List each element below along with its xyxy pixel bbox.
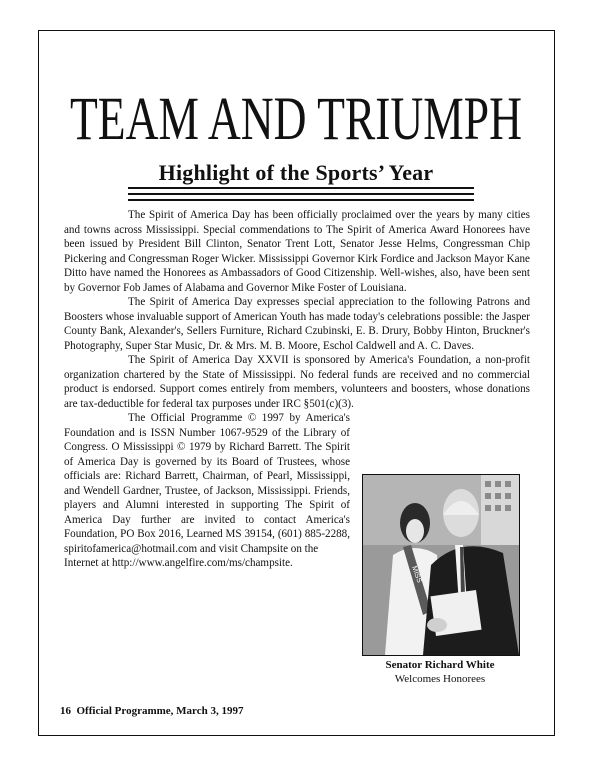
paragraph-internet: Internet at http://www.angelfire.com/ms/champsite.: [64, 557, 293, 569]
photo-senator-white: [362, 474, 520, 656]
paragraph-patrons: The Spirit of America Day expresses special appreciation to the following Patrons and Boosters whose invaluable support of American Youth has made today's celebrations possible: the Jasper County Bank, Alexander's, Sellers Furniture, Richard Czubinski, E. B. Drury, Bobby Hinton, Bruckner's Photography, Super Star Music, Dr. & Mrs. M. B. Moore, Eschol Caldwell and A. C. Daves.: [64, 296, 530, 352]
page-title: [60, 72, 532, 152]
title-text: TEAM AND TRIUMPH: [70, 84, 522, 153]
decorative-rules: [128, 185, 474, 203]
subtitle: Highlight of the Sports’ Year: [158, 160, 434, 185]
sash-text: MISS: [410, 565, 423, 584]
paragraph-programme-info: The Official Programme © 1997 by America's Foundation and is ISSN Number 1067-9529 of the Library of Congress. O Mississippi © 1979 by Richard Barrett. The Spirit of America Day is governed by its Board of Trustees, whose officials are: Richard Barrett, Chairman, of Pearl, Mississippi, and Wendell Gardner, Trustee, of Jackson, Mississippi. Friends, players and Alumni interested in supporting The Spirit of America Day further are invited to contact America's Foundation, PO Box 2016, Learned MS 39154, (601) 885-2288, spiritofamerica@hotmail.com and visit Champsite on the: [64, 412, 350, 555]
page-footer: 16 Official Programme, March 3, 1997: [60, 705, 244, 717]
paragraph-sponsorship: The Spirit of America Day XXVII is sponsored by America's Foundation, a non-profit organization chartered by the State of Mississippi. No federal funds are received and no commercial product is endorsed. Support comes entirely from members, volunteers and boosters, whose donations are tax-deductible for federal tax purposes under IRC §501(c)(3).: [64, 354, 530, 410]
caption-name: Senator Richard White: [385, 659, 495, 671]
caption-text: Welcomes Honorees: [394, 673, 486, 685]
paragraph-proclamation: The Spirit of America Day has been officially proclaimed over the years by many cities and towns across Mississippi. Special commendations to The Spirit of America Award Honorees have been issued by President Bill Clinton, Senator Trent Lott, Senator Jesse Helms, Congressman Chip Pickering and Congressman Roger Wicker. Mississippi Governor Kirk Fordice and Jackson Mayor Kane Ditto have named the Honorees as Ambassadors of Good Citizenship. Well-wishes, also, have been sent by Governor Fob James of Alabama and Governor Mike Foster of Louisiana.: [64, 209, 530, 294]
photo-caption: [362, 658, 518, 686]
